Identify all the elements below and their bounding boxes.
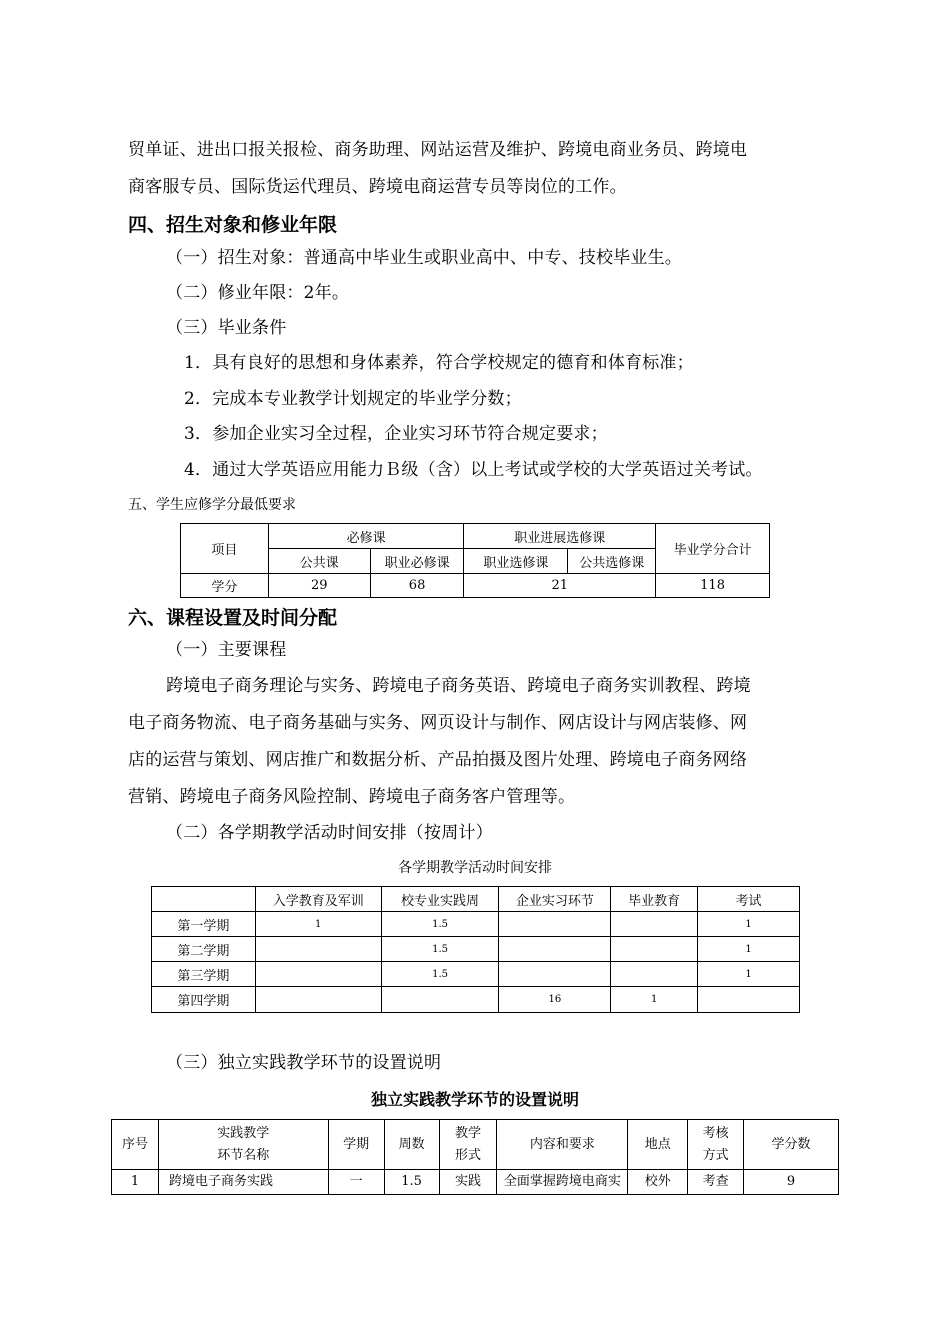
table-row (152, 912, 800, 937)
practice-heading: （三）独立实践教学环节的设置说明 (166, 1053, 442, 1073)
intro-line-1: 贸单证、进出口报关报检、商务助理、网站运营及维护、跨境电商业务员、跨境电 (128, 140, 748, 160)
credits-header-vocational-select: 职业选修课 (464, 549, 568, 574)
credits-header-public: 公共课 (268, 549, 370, 574)
study-duration: （二）修业年限：2年。 (166, 283, 350, 303)
schedule-cell (499, 912, 611, 937)
schedule-header-graduation: 毕业教育 (611, 887, 698, 912)
credits-vocational-required-value: 68 (370, 574, 464, 598)
schedule-cell: 1 (698, 912, 800, 937)
credits-public-value: 29 (268, 574, 370, 598)
condition-item-1: 1．具有良好的思想和身体素养，符合学校规定的德育和体育标准； (184, 353, 694, 373)
enrollment-target: （一）招生对象：普通高中毕业生或职业高中、中专、技校毕业生。 (166, 248, 682, 268)
schedule-cell (255, 937, 381, 962)
schedule-cell (611, 962, 698, 987)
credits-header-public-select: 公共选修课 (568, 549, 656, 574)
schedule-cell (611, 912, 698, 937)
credits-header-required: 必修课 (268, 524, 464, 549)
credits-elective-value: 21 (464, 574, 656, 598)
practice-place: 校外 (628, 1170, 688, 1195)
condition-item-2: 2．完成本专业教学计划规定的毕业学分数； (184, 389, 522, 409)
practice-term: 一 (328, 1170, 384, 1195)
practice-header-name-line1: 实践教学 (217, 1125, 270, 1141)
courses-line-3: 店的运营与策划、网店推广和数据分析、产品拍摄及图片处理、跨境电子商务网络 (128, 750, 748, 770)
practice-header-assess-line1: 考核 (702, 1125, 729, 1141)
practice-header-weeks: 周数 (384, 1120, 439, 1170)
practice-assessment: 考查 (688, 1170, 744, 1195)
table-row (152, 937, 800, 962)
practice-header-assess-line2: 方式 (702, 1147, 729, 1163)
schedule-header-military: 入学教育及军训 (255, 887, 381, 912)
schedule-heading: （二）各学期教学活动时间安排（按周计） (166, 823, 493, 843)
main-courses-heading: （一）主要课程 (166, 640, 287, 660)
table-row (152, 962, 800, 987)
schedule-cell: 1.5 (381, 937, 499, 962)
table-row (152, 987, 800, 1013)
schedule-cell: 1 (698, 937, 800, 962)
practice-header-credits: 学分数 (744, 1120, 839, 1170)
practice-header-name (158, 1120, 328, 1170)
section-5-heading: 五、学生应修学分最低要求 (128, 497, 296, 513)
practice-header-content: 内容和要求 (497, 1120, 628, 1170)
schedule-cell (698, 987, 800, 1013)
schedule-term: 第四学期 (152, 987, 256, 1013)
schedule-term: 第一学期 (152, 912, 256, 937)
intro-line-2: 商客服专员、国际货运代理员、跨境电商运营专员等岗位的工作。 (128, 177, 627, 197)
schedule-cell: 1 (255, 912, 381, 937)
schedule-cell (499, 937, 611, 962)
practice-no: 1 (112, 1170, 159, 1195)
schedule-cell: 1.5 (381, 962, 499, 987)
credits-table (180, 523, 770, 598)
practice-header-assessment (688, 1120, 744, 1170)
credits-row-label: 学分 (181, 574, 269, 598)
schedule-caption: 各学期教学活动时间安排 (398, 860, 552, 876)
table-row (112, 1170, 839, 1195)
schedule-header-internship: 企业实习环节 (499, 887, 611, 912)
credits-total-value: 118 (656, 574, 770, 598)
schedule-cell: 1.5 (381, 912, 499, 937)
practice-content: 全面掌握跨境电商实 (497, 1170, 628, 1195)
credits-header-vocational-required: 职业必修课 (370, 549, 464, 574)
schedule-cell (255, 987, 381, 1013)
schedule-cell: 1 (698, 962, 800, 987)
schedule-cell: 1 (611, 987, 698, 1013)
practice-header-name-line2: 环节名称 (217, 1147, 270, 1163)
practice-table (111, 1119, 839, 1195)
schedule-header-practice-week: 校专业实践周 (381, 887, 499, 912)
credits-header-vocational-elective: 职业进展选修课 (464, 524, 656, 549)
practice-header-form-line2: 形式 (455, 1147, 482, 1163)
schedule-header-blank (152, 887, 256, 912)
practice-header-place: 地点 (628, 1120, 688, 1170)
practice-header-form (439, 1120, 497, 1170)
practice-form: 实践 (439, 1170, 497, 1195)
condition-item-3: 3．参加企业实习全过程，企业实习环节符合规定要求； (184, 424, 608, 444)
schedule-cell (499, 962, 611, 987)
section-6-heading: 六、课程设置及时间分配 (128, 607, 338, 629)
courses-line-2: 电子商务物流、电子商务基础与实务、网页设计与制作、网店设计与网店装修、网 (128, 713, 748, 733)
graduation-conditions-heading: （三）毕业条件 (166, 318, 287, 338)
practice-header-form-line1: 教学 (455, 1125, 482, 1141)
practice-name: 跨境电子商务实践 (158, 1170, 328, 1195)
credits-header-total: 毕业学分合计 (656, 524, 770, 574)
schedule-cell (611, 937, 698, 962)
practice-weeks: 1.5 (384, 1170, 439, 1195)
practice-header-no: 序号 (112, 1120, 159, 1170)
credits-header-item: 项目 (181, 524, 269, 574)
schedule-table (151, 886, 800, 1013)
schedule-cell (381, 987, 499, 1013)
practice-credits: 9 (744, 1170, 839, 1195)
schedule-term: 第三学期 (152, 962, 256, 987)
practice-header-term: 学期 (328, 1120, 384, 1170)
condition-item-4: 4．通过大学英语应用能力Ｂ级（含）以上考试或学校的大学英语过关考试。 (184, 460, 763, 480)
courses-line-1: 跨境电子商务理论与实务、跨境电子商务英语、跨境电子商务实训教程、跨境 (166, 676, 751, 696)
courses-line-4: 营销、跨境电子商务风险控制、跨境电子商务客户管理等。 (128, 787, 576, 807)
section-4-heading: 四、招生对象和修业年限 (128, 214, 338, 236)
schedule-header-exam: 考试 (698, 887, 800, 912)
schedule-cell: 16 (499, 987, 611, 1013)
schedule-term: 第二学期 (152, 937, 256, 962)
schedule-cell (255, 962, 381, 987)
practice-caption: 独立实践教学环节的设置说明 (370, 1090, 579, 1109)
